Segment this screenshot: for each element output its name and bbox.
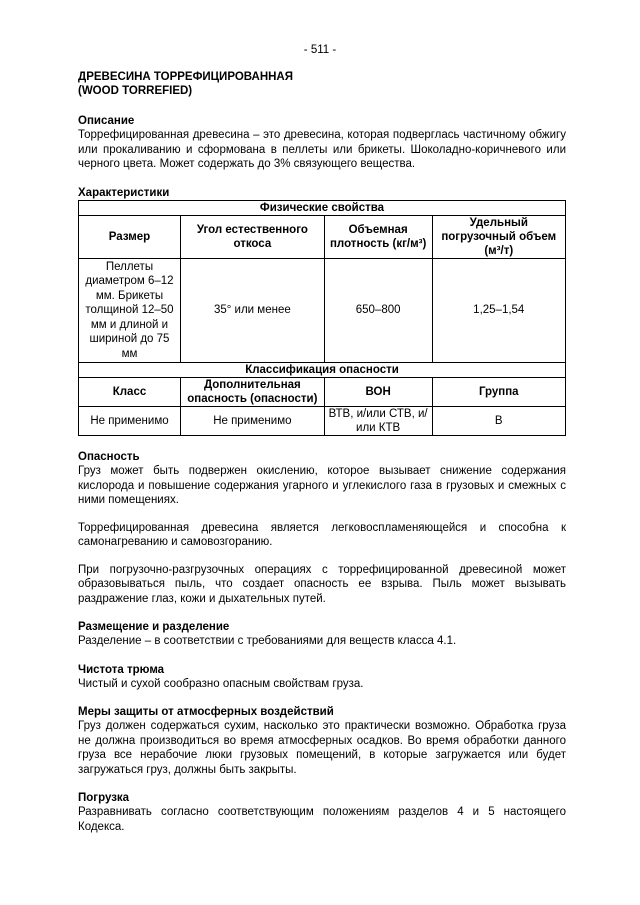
stowage-text: Разделение – в соответствии с требованиями для веществ класса 4.1. [78,635,457,647]
cell-subsidiary-hazard: Не применимо [180,407,324,436]
weather-precautions-text: Груз должен содержаться сухим, насколько это практически возможно. Обработка груза не должна производиться во время атмосферных осадков. Во время обработки данного груза все нерабочие люки грузовых помещений, в которые загружается или будет загружаться груз, должны быть закрыты. [78,720,566,776]
characteristics-heading: Характеристики [78,186,170,199]
column-header-subsidiary-hazard: Дополнительная опасность (опасности) [180,378,324,407]
characteristics-table [78,200,566,437]
column-header-size: Размер [79,215,181,258]
hazard-paragraph: При погрузочно-разгрузочных операциях с торрефицированной древесиной может образовываться пыль, что создает опасность ее взрыва. Пыль может вызывать раздражение глаз, кожи и дыхательных путей. [78,563,566,605]
stowage-heading: Размещение и разделение [78,621,230,633]
cell-class: Не применимо [79,407,181,436]
title-ru: ДРЕВЕСИНА ТОРРЕФИЦИРОВАННАЯ [78,71,294,83]
loading-heading: Погрузка [78,792,130,804]
physical-properties-header: Физические свойства [79,200,566,215]
column-header-mhb: ВОН [324,378,432,407]
column-header-angle-of-repose: Угол естественного откоса [180,215,324,258]
cell-mhb: ВТВ, и/или СТВ, и/или КТВ [324,407,432,436]
title-en: (WOOD TORREFIED) [78,85,193,97]
cell-angle-of-repose: 35° или менее [180,258,324,363]
loading-text: Разравнивать согласно соответствующим положениям разделов 4 и 5 настоящего Кодекса. [78,806,566,833]
column-header-bulk-density: Объемная плотность (кг/м³) [324,215,432,258]
description-heading: Описание [78,115,135,127]
hazard-heading: Опасность [78,451,140,463]
cell-bulk-density: 650–800 [324,258,432,363]
document-body [78,70,566,834]
page-number: - 511 - [303,44,337,56]
cell-size: Пеллеты диаметром 6–12 мм. Брикеты толщиной 12–50 мм и длиной и шириной до 75 мм [79,258,181,363]
description-text: Торрефицированная древесина – это древесина, которая подверглась частичному обжигу или прокаливанию и сформована в пеллеты или брикеты. Шоколадно-коричневого или черного цвета. Может содержать до 3% связующего вещества. [78,129,566,170]
hold-cleanliness-heading: Чистота трюма [78,663,165,676]
hold-cleanliness-text: Чистый и сухой сообразно опасным свойствам груза. [78,677,364,690]
column-header-class: Класс [79,378,181,407]
cell-stowage-factor: 1,25–1,54 [432,258,565,363]
hazard-paragraph: Груз может быть подвержен окислению, которое вызывает снижение содержания кислорода и повышение содержания угарного и углекислого газа в грузовых и смежных с ними помещениях. [78,465,566,506]
hazard-classification-header: Классификация опасности [79,363,566,378]
column-header-group: Группа [432,378,565,407]
cell-group: В [432,407,565,436]
weather-precautions-heading: Меры защиты от атмосферных воздействий [78,706,334,718]
column-header-stowage-factor: Удельный погрузочный объем (м³/т) [432,215,565,258]
hazard-paragraph: Торрефицированная древесина является легковоспламеняющейся и способна к самонагреванию и самовозгоранию. [78,521,566,548]
